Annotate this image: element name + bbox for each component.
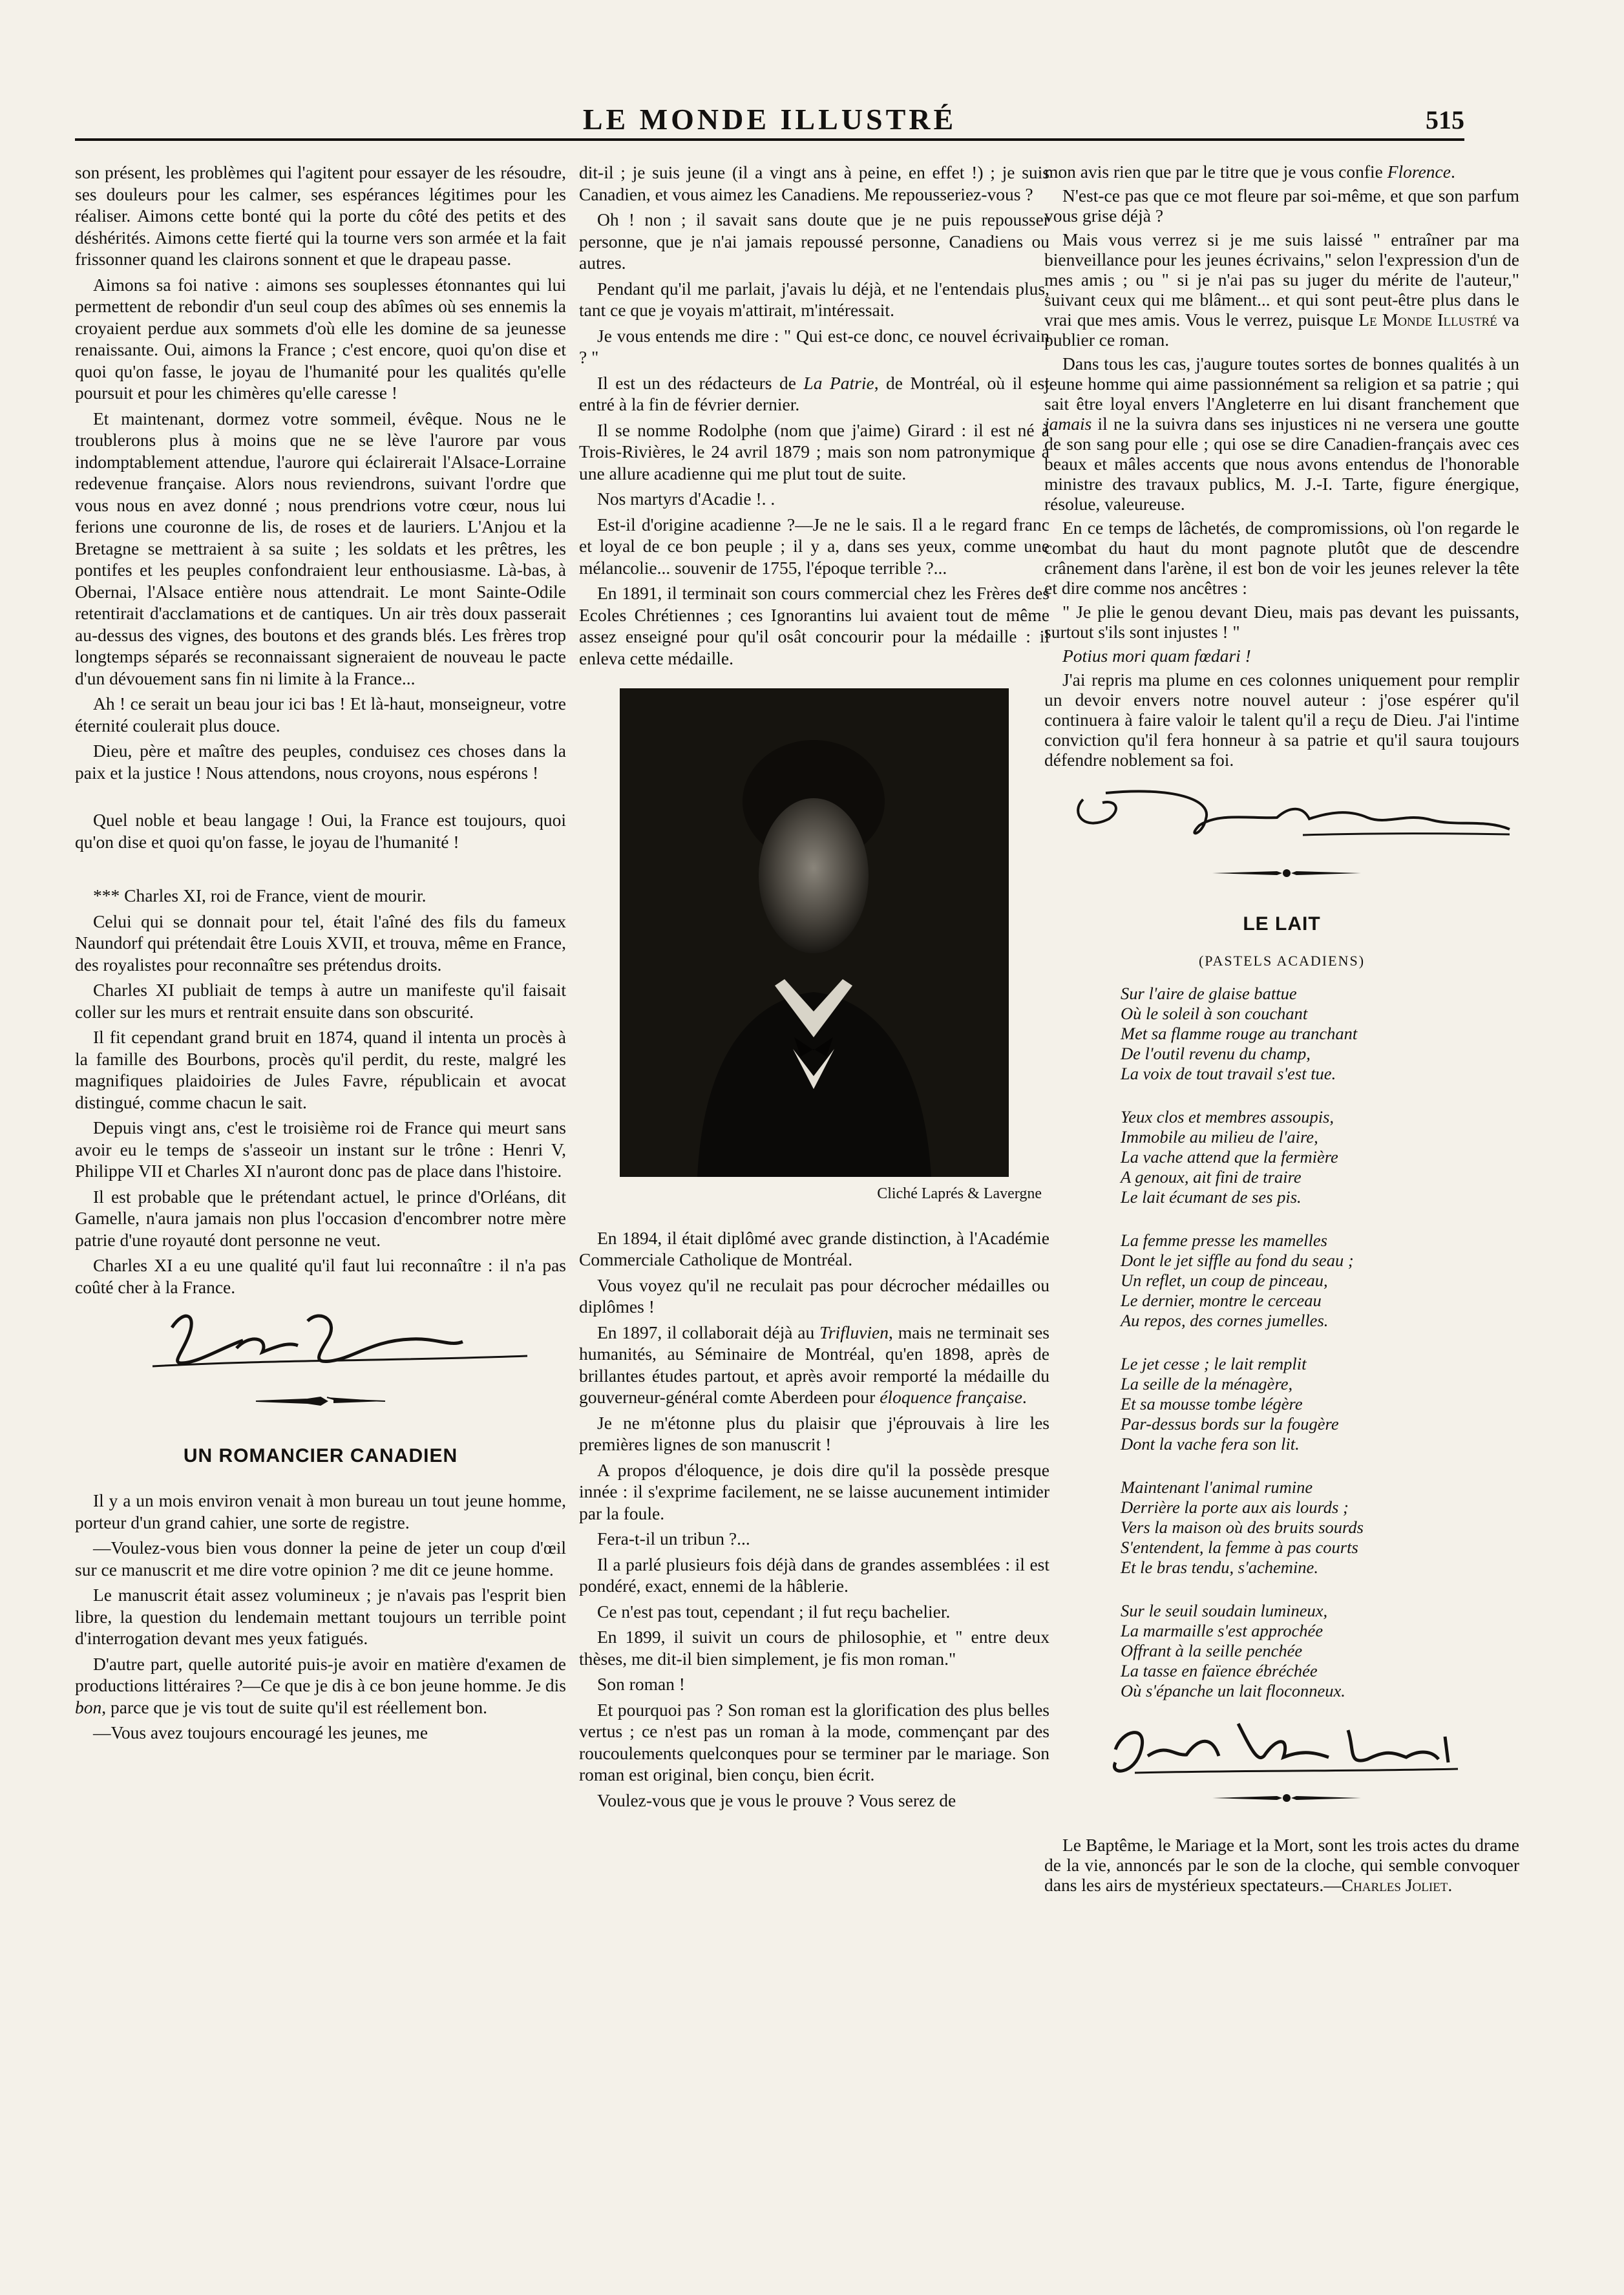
- paragraph: Ah ! ce serait un beau jour ici bas ! Et là-haut, monseigneur, votre éternité coulerait plus douce.: [75, 693, 566, 735]
- paragraph: En 1899, il suivit un cours de philosophie, et " entre deux thèses, me dit-il bien simplement, je fis mon roman.": [579, 1627, 1049, 1669]
- paragraph: A propos d'éloquence, je dois dire qu'il la possède presque innée : il s'exprime facilement, ne se laisse aucunement intimider par la foule.: [579, 1459, 1049, 1523]
- poem-line: Et sa mousse tombe légère: [1121, 1393, 1303, 1413]
- poem-line: Dont le jet siffle au fond du seau ;: [1121, 1250, 1354, 1270]
- paragraph: En 1891, il terminait son cours commercial chez les Frères des Ecoles Chrétiennes ; ces Ignorantins lui avaient tout de même assez enseigné pour qu'il osât concourir pour la médaille : il enleva cette médaille.: [579, 583, 1049, 668]
- paragraph: dit-il ; je suis jeune (il a vingt ans à peine, en effet !) ; je suis Canadien, et vous aimez les Canadiens. Me repousseriez-vous ?: [579, 162, 1049, 204]
- paragraph: Vous voyez qu'il ne reculait pas pour décrocher médailles ou diplômes !: [579, 1274, 1049, 1317]
- column-2: [579, 162, 1049, 1815]
- section-title: UN ROMANCIER CANADIEN: [183, 1444, 458, 1466]
- paragraph: Je vous entends me dire : " Qui est-ce donc, ce nouvel écrivain ? ": [579, 325, 1049, 367]
- paragraph: Voulez-vous que je vous le prouve ? Vous serez de: [597, 1790, 956, 1810]
- ornament-divider: [1044, 867, 1519, 880]
- paragraph: Il fit cependant grand bruit en 1874, quand il intenta un procès à la famille des Bourbons, procès qu'il perdit, du reste, malgré les magnifiques plaidoiries de Jules Favre, républicain et avocat distingué, comme chacun le sait.: [75, 1027, 566, 1112]
- poem-line: Sur l'aire de glaise battue: [1121, 983, 1297, 1003]
- paragraph: Fera-t-il un tribun ?...: [597, 1528, 750, 1549]
- paragraph: Nos martyrs d'Acadie !. .: [597, 489, 775, 509]
- poem-line: Derrière la porte aux ais lourds ;: [1121, 1497, 1349, 1517]
- paragraph: Oh ! non ; il savait sans doute que je ne puis repousser personne, que je n'ai jamais repoussé personne, Canadiens ou autres.: [579, 209, 1049, 273]
- paragraph: Charles XI publiait de temps à autre un manifeste qu'il faisait coller sur les murs et rentrait ensuite dans son obscurité.: [75, 980, 566, 1022]
- paragraph: Pendant qu'il me parlait, j'avais lu déjà, et ne l'entendais plus, tant ce que je voyais m'attirait, m'intéressait.: [579, 278, 1049, 320]
- poem-line: Dont la vache fera son lit.: [1121, 1433, 1300, 1454]
- poem-stanza: [1121, 1231, 1519, 1331]
- paragraph: Il est probable que le prétendant actuel, le prince d'Orléans, dit Gamelle, n'aura jamais non plus l'occasion d'encombrer notre mère patrie d'une royauté dont personne ne veut.: [75, 1186, 566, 1250]
- paragraph: Potius mori quam fœdari !: [1062, 646, 1251, 666]
- poem-line: Maintenant l'animal rumine: [1121, 1477, 1313, 1497]
- paragraph: N'est-ce pas que ce mot fleure par soi-même, et que son parfum vous grise déjà ?: [1044, 185, 1519, 226]
- paragraph: Mais vous verrez si je me suis laissé " entraîner par ma bienveillance pour les jeunes écrivains," selon l'expression d'un de mes amis ; ou " si je n'ai pas su juger du mérite de l'auteur," suivant ceux qui me blâment... et qui sont peut-être plus dans le vrai que mes amis. Vous le verrez, puisque Le Monde Illustré va publier ce roman.: [1044, 229, 1519, 350]
- paragraph: Et maintenant, dormez votre sommeil, évêque. Nous ne le troublerons plus à moins que ne se lève l'aurore par vous indomptablement attendue, l'aurore qui éclairerait l'Alsace-Lorraine redevenue française. Alors nous reviendrons, suivant l'ordre que vous nous en avez donné ; nous prendrions votre cœur, nous lui ferions une couronne de lis, de roses et de lauriers. L'Anjou et la Bretagne se mettraient à sa suite ; les soldats et les prêtres, les pontifes et les peuples confondraient leur enthousiasme. Là-bas, à Obernai, l'Alsace entière nous attendrait. Le mont Sainte-Odile retentirait d'acclamations et de cantiques. Un air très doux passerait au-dessus des vignes, des boutons et des grands blés. Les frères trop longtemps séparés se reconnaissant signeraient de nouveau le pacte d'un dévouement sans fin ni limite à la France...: [75, 408, 566, 688]
- signature-lanos: [1044, 1708, 1519, 1785]
- poem-line: S'entendent, la femme à pas courts: [1121, 1537, 1358, 1557]
- poem-line: Offrant à la seille penchée: [1121, 1640, 1303, 1660]
- signature-ledieu: [75, 1302, 566, 1379]
- paragraph: Il a parlé plusieurs fois déjà dans de grandes assemblées : il est pondéré, exact, ennemi de la hâblerie.: [579, 1554, 1049, 1596]
- page-number: 515: [1426, 105, 1464, 134]
- poem-line: La seille de la ménagère,: [1121, 1373, 1293, 1393]
- poem-line: Un reflet, un coup de pinceau,: [1121, 1270, 1328, 1290]
- paragraph: *** Charles XI, roi de France, vient de mourir.: [93, 885, 427, 905]
- column-1: [75, 162, 566, 1748]
- paragraph: En 1894, il était diplômé avec grande distinction, à l'Académie Commerciale Catholique de Montréal.: [579, 1227, 1049, 1269]
- poem-line: A genoux, ait fini de traire: [1121, 1167, 1302, 1187]
- ornament-divider: [75, 1395, 566, 1408]
- portrait-illustration: [620, 688, 1009, 1177]
- paragraph: son présent, les problèmes qui l'agitent pour essayer de les résoudre, ses douleurs pour les calmer, ses espérances légitimes pour les réaliser. Aimons cette bonté qui la porte du côté des petits et des déshérités. Aimons cette fierté qui la tourne vers son armée et la fait frissonner quand les clairons sonnent et que le drapeau passe.: [75, 162, 566, 269]
- poem-line: De l'outil revenu du champ,: [1121, 1043, 1311, 1063]
- paragraph: Aimons sa foi native : aimons ses souplesses étonnantes qui lui permettent de rebondir d'un seul coup des abîmes où ses ennemis la croyaient perdue aux sommets d'où elle les domine de sa jeunesse renaissante. Oui, aimons la France ; c'est encore, quoi qu'on dise et quoi qu'on fasse, le joyau de l'humanité pour les qualités qu'elle poursuit et pour les chimères qu'elle caresse !: [75, 274, 566, 403]
- poem-line: La tasse en faïence ébréchée: [1121, 1660, 1318, 1680]
- paragraph: Il se nomme Rodolphe (nom que j'aime) Girard : il est né à Trois-Rivières, le 24 avril 1879 ; mais son nom patronymique a une allure acadienne qui me plut tout de suite.: [579, 419, 1049, 483]
- paragraph: Charles XI a eu une qualité qu'il faut lui reconnaître : il n'a pas coûté cher à la France.: [75, 1255, 566, 1297]
- poem-line: Où s'épanche un lait floconneux.: [1121, 1680, 1345, 1700]
- paragraph: Quel noble et beau langage ! Oui, la France est toujours, quoi qu'on dise et quoi qu'on fasse, le joyau de l'humanité !: [75, 810, 566, 852]
- paragraph: Et pourquoi pas ? Son roman est la glorification des plus belles vertus ; ce n'est pas un roman à la mode, commençant par des roucoulements quelconques pour se terminer par le mariage. Son roman est original, bien conçu, bien écrit.: [579, 1699, 1049, 1784]
- paragraph: —Vous avez toujours encouragé les jeunes, me: [93, 1722, 428, 1742]
- paragraph: Est-il d'origine acadienne ?—Je ne le sais. Il a le regard franc et loyal de ce bon peuple ; il y a, dans ses yeux, comme une mélancolie... souvenir de 1755, l'époque terrible ?...: [579, 514, 1049, 578]
- poem-stanza: [1121, 984, 1519, 1084]
- paragraph: " Je plie le genou devant Dieu, mais pas devant les puissants, surtout s'ils sont injustes ! ": [1044, 602, 1519, 642]
- poem-line: La femme presse les mamelles: [1121, 1230, 1327, 1250]
- paragraph: Il y a un mois environ venait à mon bureau un tout jeune homme, porteur d'un grand cahier, une sorte de registre.: [75, 1490, 566, 1532]
- poem-title: LE LAIT: [1243, 913, 1321, 935]
- poem-line: La vache attend que la fermière: [1121, 1147, 1338, 1167]
- poem-line: La voix de tout travail s'est tue.: [1121, 1063, 1336, 1083]
- paragraph: D'autre part, quelle autorité puis-je avoir en matière d'examen de productions littéraires ?—Ce que je dis à ce bon jeune homme. Je dis bon, parce que je vis tout de suite qu'il est réellement bon.: [75, 1653, 566, 1717]
- paragraph: Je ne m'étonne plus du plaisir que j'éprouvais à lire les premières lignes de son manuscrit !: [579, 1412, 1049, 1454]
- paragraph: Le manuscrit était assez volumineux ; je n'avais pas l'esprit bien libre, la question du lendemain mettant toujours un terrible point d'interrogation devant mes yeux fatigués.: [75, 1585, 566, 1648]
- paragraph: —Voulez-vous bien vous donner la peine de jeter un coup d'œil sur ce manuscrit et me dire votre opinion ? me dit ce jeune homme.: [75, 1538, 566, 1580]
- paragraph: En ce temps de lâchetés, de compromissions, où l'on regarde le combat du haut du mont pagnote plutôt que de descendre crânement dans l'arène, il est bon de voir les jeunes relever la tête et dire comme nos ancêtres :: [1044, 518, 1519, 598]
- paragraph: Depuis vingt ans, c'est le troisième roi de France qui meurt sans avoir eu le temps de s'asseoir un instant sur le trône : Henri V, Philippe VII et Charles XI n'auront donc pas de place dans l'histoire.: [75, 1117, 566, 1181]
- paragraph: Ce n'est pas tout, cependant ; il fut reçu bachelier.: [597, 1601, 951, 1622]
- poem-line: La marmaille s'est approchée: [1121, 1620, 1323, 1640]
- poem-line: Par-dessus bords sur la fougère: [1121, 1413, 1339, 1433]
- portrait-photo: [620, 688, 1009, 1177]
- poem-line: Yeux clos et membres assoupis,: [1121, 1106, 1334, 1126]
- poem-line: Met sa flamme rouge au tranchant: [1121, 1023, 1358, 1043]
- ornament-divider: [1044, 1792, 1519, 1804]
- paragraph: mon avis rien que par le titre que je vous confie Florence.: [1044, 162, 1455, 182]
- photo-caption: Cliché Laprés & Lavergne: [877, 1185, 1042, 1202]
- poem-line: Sur le seuil soudain lumineux,: [1121, 1600, 1328, 1620]
- paragraph: En 1897, il collaborait déjà au Trifluvien, mais ne terminait ses humanités, au Séminaire de Montréal, qu'en 1898, après de brillantes études partout, et après avoir remporté la médaille du gouverneur-général comte Aberdeen pour éloquence française.: [579, 1322, 1049, 1407]
- asterism: ***: [93, 885, 125, 905]
- poem-line: Le lait écumant de ses pis.: [1121, 1187, 1302, 1207]
- poem-line: Et le bras tendu, s'achemine.: [1121, 1557, 1318, 1577]
- column-3: [1044, 162, 1519, 1899]
- poem-line: Immobile au milieu de l'aire,: [1121, 1126, 1318, 1147]
- poem-stanza: [1121, 1354, 1519, 1454]
- signature-picard: [1044, 774, 1519, 851]
- poem-stanza: [1121, 1601, 1519, 1701]
- poem-line: Le dernier, montre le cerceau: [1121, 1290, 1322, 1310]
- paragraph: Son roman !: [597, 1674, 685, 1694]
- poem-subtitle: (PASTELS ACADIENS): [1198, 953, 1366, 969]
- poem-stanza: [1121, 1107, 1519, 1207]
- paragraph: Dieu, père et maître des peuples, conduisez ces choses dans la paix et la justice ! Nous attendons, nous croyons, nous espérons !: [75, 741, 566, 783]
- paragraph: J'ai repris ma plume en ces colonnes uniquement pour remplir un devoir envers notre nouvel auteur : j'ose espérer qu'il continuera à faire valoir le talent qu'il a reçu de Dieu. J'ai l'intime conviction qu'il fera honneur à sa patrie et qu'il saura toujours défendre noblement sa foi.: [1044, 670, 1519, 770]
- poem-line: Vers la maison où des bruits sourds: [1121, 1517, 1364, 1537]
- poem-line: Au repos, des cornes jumelles.: [1121, 1310, 1329, 1330]
- poem-line: Le jet cesse ; le lait remplit: [1121, 1353, 1307, 1373]
- paragraph: Il est un des rédacteurs de La Patrie, de Montréal, où il est entré à la fin de février dernier.: [579, 372, 1049, 414]
- paragraph: Dans tous les cas, j'augure toutes sortes de bonnes qualités à un jeune homme qui aime passionnément sa religion et sa patrie ; qui sait être loyal envers l'Angleterre en lui disant franchement que jamais il ne la suivra dans ses injustices ni ne versera une goutte de son sang pour elle ; qui ose se dire Canadien-français avec ces beaux et mâles accents que nous avons entendus de l'honorable ministre des travaux publics, M. J.-I. Tarte, figure énergique, résolue, valeureuse.: [1044, 354, 1519, 514]
- poem-line: Où le soleil à son couchant: [1121, 1003, 1308, 1023]
- poem-stanza: [1121, 1477, 1519, 1578]
- paragraph: Celui qui se donnait pour tel, était l'aîné des fils du fameux Naundorf qui prétendait être Louis XVII, et trouva, même en France, des royalistes pour reconnaître ses prétendus droits.: [75, 911, 566, 975]
- masthead: LE MONDE ILLUSTRÉ: [582, 103, 957, 136]
- paragraph: Le Baptême, le Mariage et la Mort, sont les trois actes du drame de la vie, annoncés par le son de la cloche, qui semble convoquer dans les airs de mystérieux spectateurs.—Charles Joliet.: [1044, 1835, 1519, 1895]
- page-header: [75, 96, 1464, 141]
